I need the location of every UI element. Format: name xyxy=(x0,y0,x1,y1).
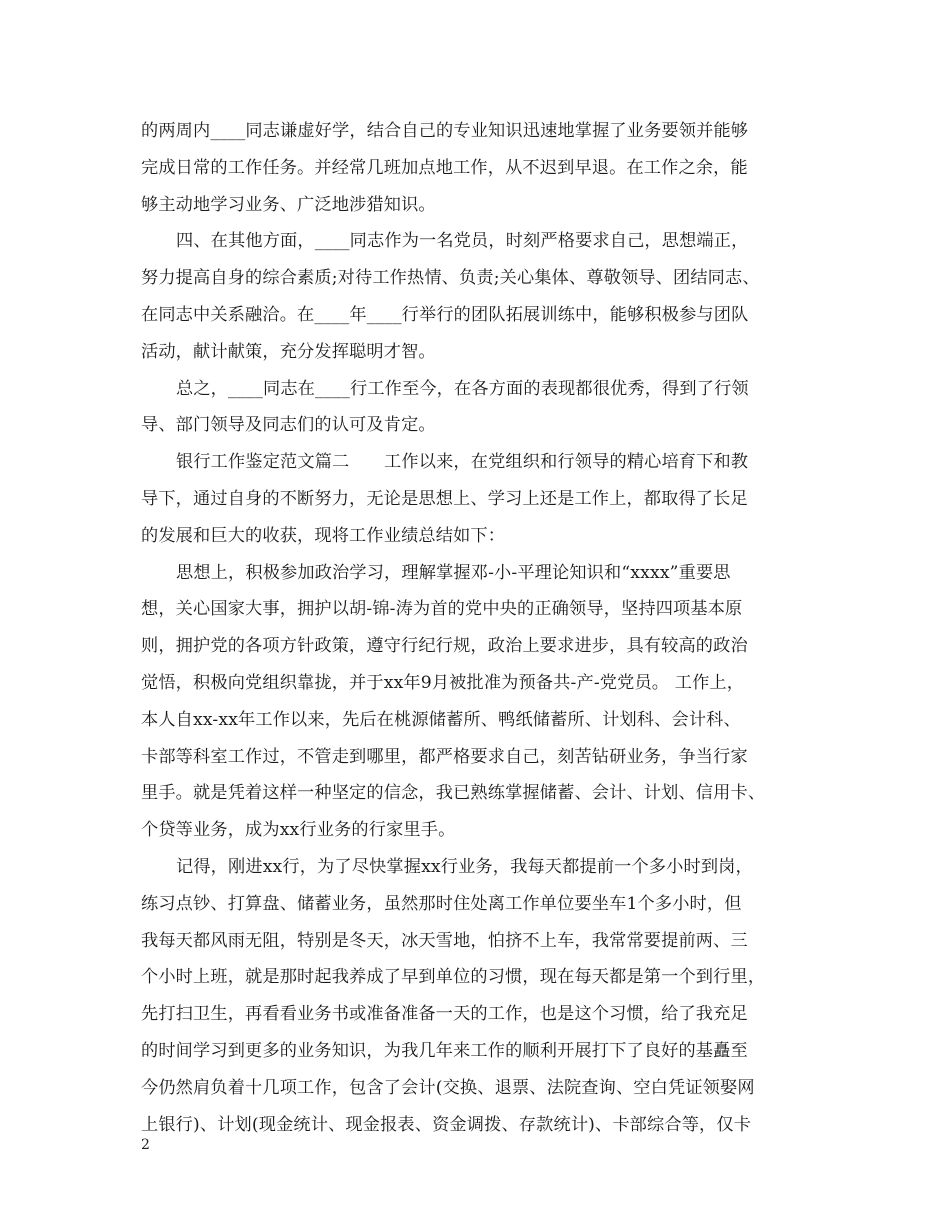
text-line: 今仍然肩负着十几项工作，包含了会计(交换、退票、法院查询、空白凭证领娶网 xyxy=(141,1077,755,1098)
text-line: 练习点钞、打算盘、储蓄业务，虽然那时住处离工作单位要坐车1个多小时，但 xyxy=(141,893,742,914)
paragraph-start-line: 银行工作鉴定范文篇二 工作以来，在党组织和行领导的精心培育下和教 xyxy=(176,452,749,473)
text-line: 完成日常的工作任务。并经常几班加点地工作，从不迟到早退。在工作之余，能 xyxy=(141,157,748,178)
text-line: 在同志中关系融洽。在____年____行举行的团队拓展训练中，能够积极参与团队 xyxy=(141,304,749,325)
text-line: 导下，通过自身的不断努力，无论是思想上、学习上还是工作上，都取得了长足 xyxy=(141,488,748,509)
text-line: 够主动地学习业务、广泛地涉猎知识。 xyxy=(141,194,436,215)
text-line: 导、部门领导及同志们的认可及肯定。 xyxy=(141,415,436,436)
paragraph-start-line: 思想上，积极参加政治学习，理解掌握邓-小-平理论知识和“xxxx”重要思 xyxy=(176,562,731,583)
text-line: 想，关心国家大事，拥护以胡-锦-涛为首的党中央的正确领导，坚持四项基本原 xyxy=(141,599,743,620)
text-line: 则，拥护党的各项方针政策，遵守行纪行规，政治上要求进步，具有较高的政治 xyxy=(141,636,748,657)
text-line: 我每天都风雨无阻，特别是冬天，冰天雪地，怕挤不上车，我常常要提前两、三 xyxy=(141,930,748,951)
text-line: 的两周内____同志谦虚好学，结合自己的专业知识迅速地掌握了业务要领并能够 xyxy=(141,121,749,141)
paragraph-start-line: 四、在其他方面，____同志作为一名党员，时刻严格要求自己，思想端正， xyxy=(176,231,749,252)
text-line: 活动，献计献策，充分发挥聪明才智。 xyxy=(141,341,436,362)
text-line: 本人自xx-xx年工作以来，先后在桃源储蓄所、鸭纸储蓄所、计划科、会计科、 xyxy=(141,709,741,730)
text-line: 努力提高自身的综合素质;对待工作热情、负责;关心集体、尊敬领导、团结同志、 xyxy=(141,268,760,289)
document-body xyxy=(141,113,821,1143)
page-number: 2 xyxy=(141,1137,150,1153)
text-line: 里手。就是凭着这样一种坚定的信念，我已熟练掌握储蓄、会计、计划、信用卡、 xyxy=(141,783,766,804)
text-line: 个贷等业务，成为xx行业务的行家里手。 xyxy=(141,820,456,841)
text-line: 的发展和巨大的收获，现将工作业绩总结如下： xyxy=(141,525,506,546)
paragraph-start-line: 总之，____同志在____行工作至今，在各方面的表现都很优秀，得到了行领 xyxy=(176,378,749,399)
paragraph-start-line: 记得，刚进xx行，为了尽快掌握xx行业务，我每天都提前一个多小时到岗， xyxy=(176,856,753,877)
text-line: 的时间学习到更多的业务知识，为我几年来工作的顺利开展打下了良好的基矗至 xyxy=(141,1040,748,1061)
text-line: 上银行)、计划(现金统计、现金报表、资金调拨、存款统计)、卡部综合等，仅卡 xyxy=(141,1114,752,1135)
text-line: 先打扫卫生，再看看业务书或准备准备一天的工作，也是这个习惯，给了我充足 xyxy=(141,1004,748,1025)
text-line: 觉悟，积极向党组织靠拢，并于xx年9月被批准为预备共-产-党党员。 工作上， xyxy=(141,672,745,693)
text-line: 个小时上班，就是那时起我养成了早到单位的习惯，现在每天都是第一个到行里， xyxy=(141,967,766,988)
text-line: 卡部等科室工作过，不管走到哪里，都严格要求自己，刻苦钻研业务，争当行家 xyxy=(141,746,748,767)
